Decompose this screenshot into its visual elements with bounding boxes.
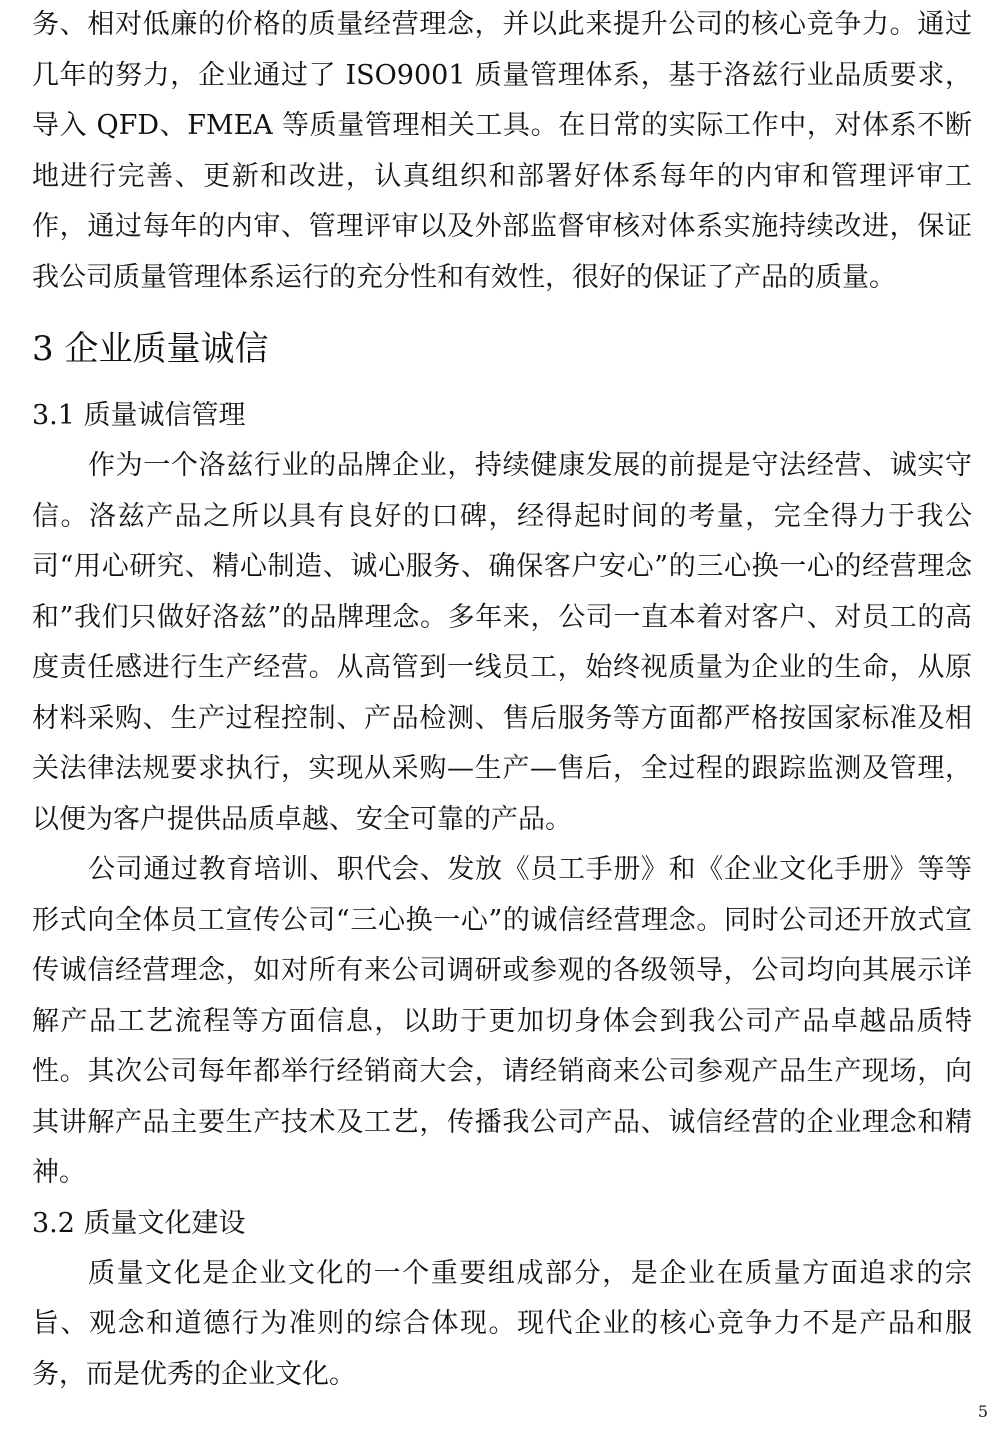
page-number: 5 <box>977 1402 988 1421</box>
body-paragraph: 质量文化是企业文化的一个重要组成部分，是企业在质量方面追求的宗旨、观念和道德行为准则的综合体现。现代企业的核心竞争力不是产品和服务，而是优秀的企业文化。 <box>32 1257 972 1390</box>
subsection-heading: 3.2 质量文化建设 <box>32 1207 246 1239</box>
section-heading: 3 企业质量诚信 <box>32 329 269 369</box>
document-page <box>32 0 972 1400</box>
body-paragraph: 务、相对低廉的价格的质量经营理念，并以此来提升公司的核心竞争力。通过几年的努力，企业通过了 ISO9001 质量管理体系，基于洛兹行业品质要求，导入 QFD、FMEA 等质量管理相关工具。在日常的实际工作中，对体系不断地进行完善、更新和改进，认真组织和部署好体系每年的内审和管理评审工作，通过每年的内审、管理评审以及外部监督审核对体系实施持续改进，保证我公司质量管理体系运行的充分性和有效性，很好的保证了产品的质量。 <box>32 9 972 293</box>
subsection-heading: 3.1 质量诚信管理 <box>32 400 246 431</box>
body-paragraph: 作为一个洛兹行业的品牌企业，持续健康发展的前提是守法经营、诚实守信。洛兹产品之所以具有良好的口碑，经得起时间的考量，完全得力于我公司“用心研究、精心制造、诚心服务、确保客户安心”的三心换一心的经营理念和”我们只做好洛兹”的品牌理念。多年来，公司一直本着对客户、对员工的高度责任感进行生产经营。从高管到一线员工，始终视质量为企业的生命，从原材料采购、生产过程控制、产品检测、售后服务等方面都严格按国家标准及相关法律法规要求执行，实现从采购—生产—售后，全过程的跟踪监测及管理，以便为客户提供品质卓越、安全可靠的产品。 <box>32 450 972 835</box>
body-paragraph: 公司通过教育培训、职代会、发放《员工手册》和《企业文化手册》等等形式向全体员工宣传公司“三心换一心”的诚信经营理念。同时公司还开放式宣传诚信经营理念，如对所有来公司调研或参观的各级领导，公司均向其展示详解产品工艺流程等方面信息，以助于更加切身体会到我公司产品卓越品质特性。其次公司每年都举行经销商大会，请经销商来公司参观产品生产现场，向其讲解产品主要生产技术及工艺，传播我公司产品、诚信经营的企业理念和精神。 <box>32 854 972 1188</box>
